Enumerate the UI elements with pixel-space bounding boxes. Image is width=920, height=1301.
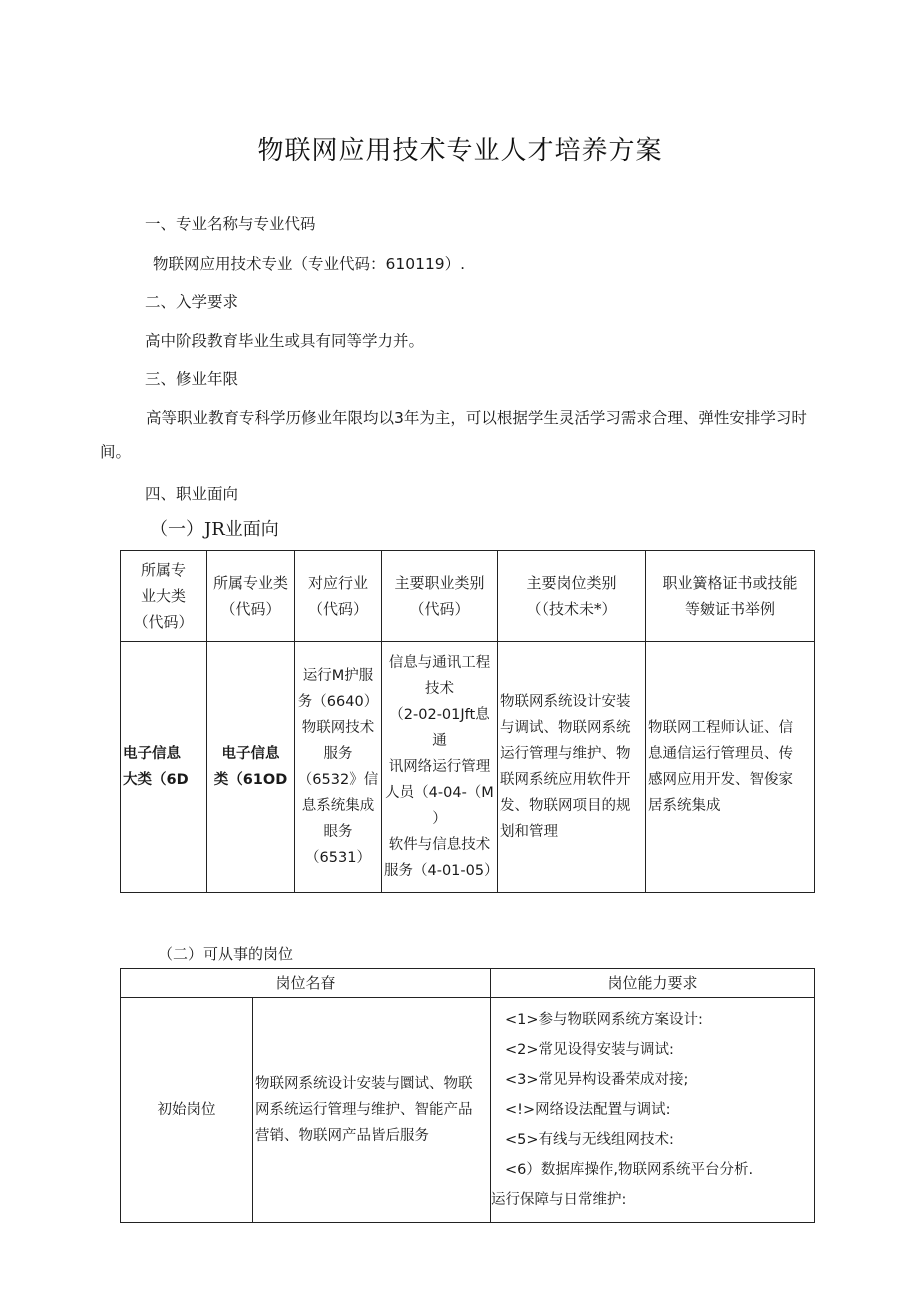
- list-item: 运行保障与日常维护:: [491, 1192, 627, 1208]
- cell-certificates: 物联网工程师认证、信 息通信运行管理员、传 感网应用开发、智俊家 居系统集成: [646, 642, 815, 893]
- career-orientation-table: [120, 550, 815, 893]
- section-3-text: 高等职业教育专科学历修业年限均以3年为主，可以根据学生灵活学习需求合理、弹性安排学习时间。: [100, 409, 807, 461]
- subsection-positions: （二）可从事的岗位: [158, 945, 294, 963]
- table-row: [121, 642, 815, 893]
- cell-major-class: 电子信息 类（61OD: [207, 642, 295, 893]
- section-2-heading: 二、入学要求: [145, 293, 239, 311]
- header-occupation: 主要职业类别 （代码）: [382, 551, 498, 642]
- header-major-class: 所属专业类 （代码）: [207, 551, 295, 642]
- subsection-career-orientation: （一）JR业面向: [150, 519, 279, 540]
- table-header-row: [121, 969, 815, 998]
- cell-post-level: 初始岗位: [121, 998, 253, 1223]
- list-item: <5>有线与无线组网技术:: [505, 1132, 674, 1148]
- header-post-name: 岗位名眘: [121, 969, 491, 998]
- cell-post-description: 物联网系统设计安装与圜试、物联 网系统运行管理与维护、智能产品 营销、物联网产品皆后服务: [253, 998, 491, 1223]
- list-item: <2>常见设得安装与调试:: [505, 1042, 674, 1058]
- cell-ability-list: [491, 998, 815, 1223]
- section-1-text: 物联网应用技术专业（专业代码：610119）.: [153, 255, 466, 273]
- section-2-text: 高中阶段教育毕业生或具有同等学力并。: [145, 332, 425, 350]
- cell-occupation: 信息与通讯工程 技术 （2-02-01Jft息通 讯网络运行管理 人员（4-04-（M ） 软件与信息技术 服务（4-01-05）: [382, 642, 498, 893]
- section-3-heading: 三、修业年限: [145, 370, 239, 388]
- section-1-heading: 一、专业名称与专业代码: [145, 215, 316, 233]
- table-row: [121, 998, 815, 1223]
- document-title: 物联网应用技术专业人才培养方案: [257, 136, 663, 166]
- cell-post-category: 物联网系统设计安装 与调试、物联网系统 运行管理与维护、物 联网系统应用软件开 发、物联网项目的规 划和管理: [498, 642, 646, 893]
- header-major-category: 所属专 业大类 （代码）: [121, 551, 207, 642]
- cell-major-category: 电子信息 大类（6D: [121, 642, 207, 893]
- list-item: <1>参与物联网系统方案设计:: [505, 1012, 703, 1028]
- header-certificates: 职业簧格证书或技能 等皴证书举例: [646, 551, 815, 642]
- cell-industry: 运行M护服 务（6640） 物联网技术 服务 （6532》信 息系统集成 眼务 （6531）: [295, 642, 382, 893]
- header-ability-requirements: 岗位能力要求: [491, 969, 815, 998]
- header-post-category: 主要岗位类别 （（技术未*）: [498, 551, 646, 642]
- list-item: <3>常见异构设番荣成对接;: [505, 1072, 689, 1088]
- list-item: <6）数据库操作,物联网系统平台分析.: [505, 1162, 754, 1178]
- positions-table: [120, 968, 815, 1223]
- table-header-row: [121, 551, 815, 642]
- header-industry: 对应行业 （代码）: [295, 551, 382, 642]
- section-4-heading: 四、职业面向: [145, 485, 239, 503]
- list-item: <!>网络设法配置与调试:: [505, 1102, 671, 1118]
